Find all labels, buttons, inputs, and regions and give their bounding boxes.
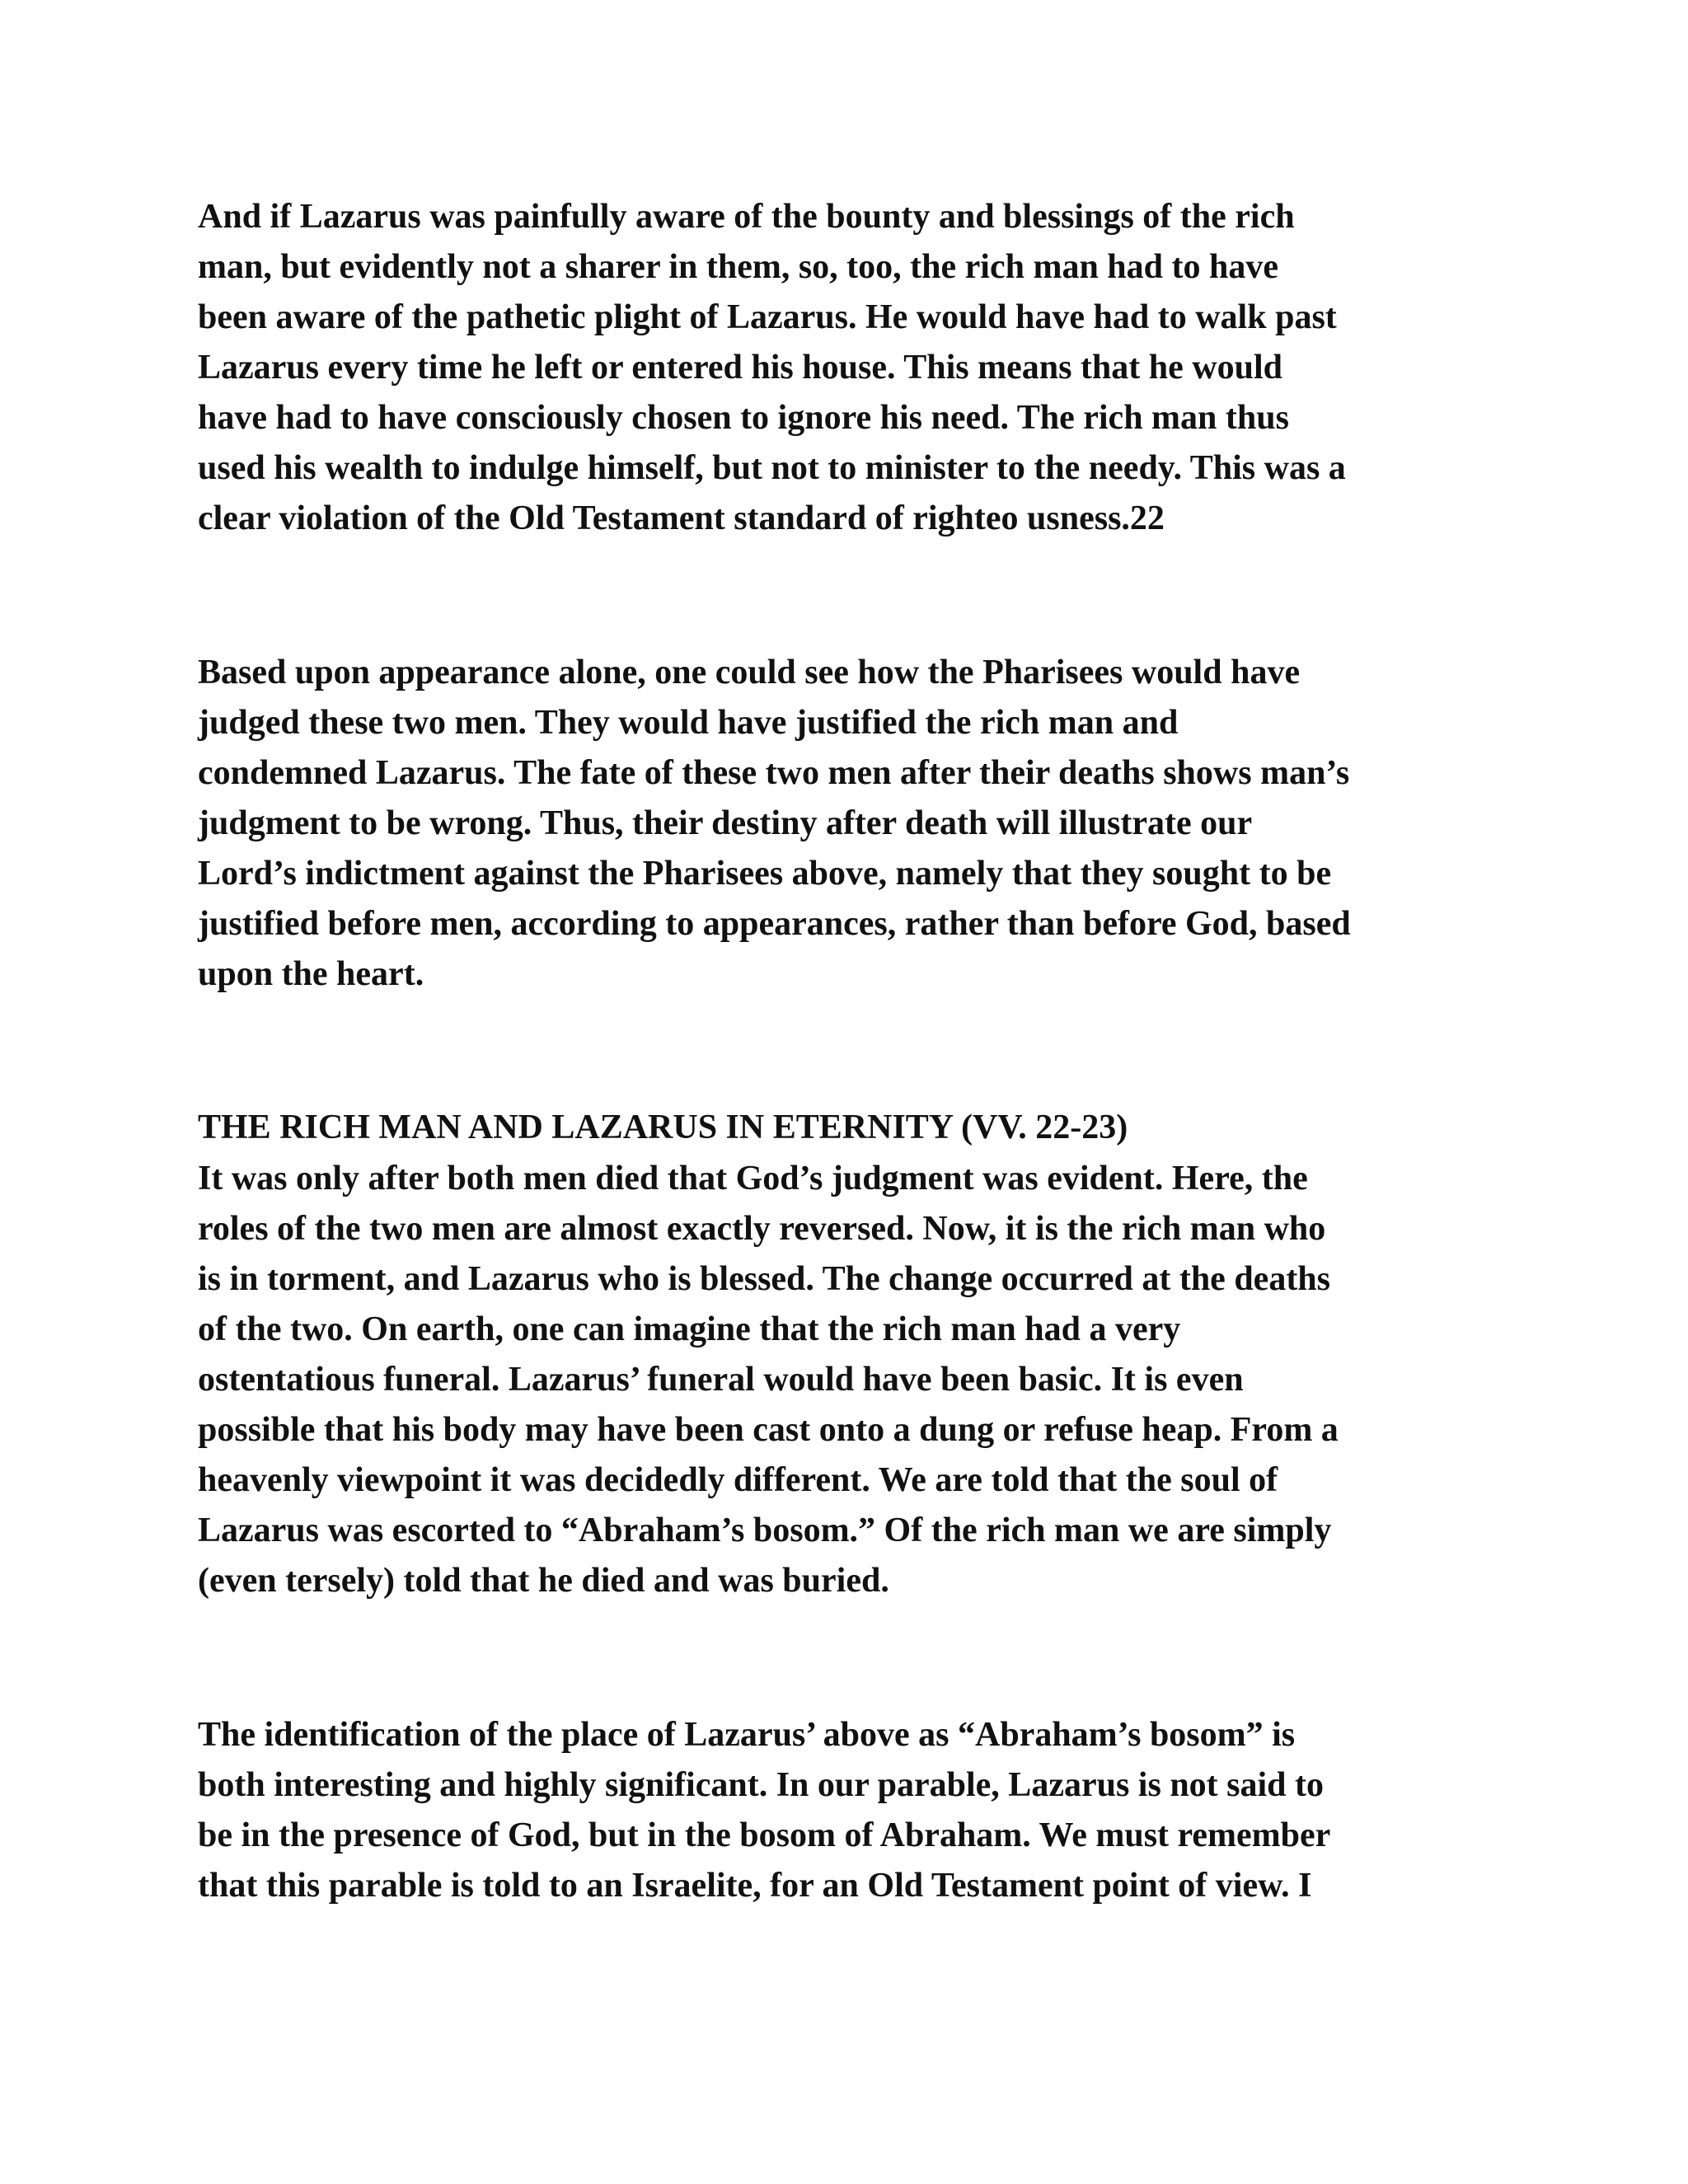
paragraph-line: It was only after both men died that God’s judgment was evident. Here, the bbox=[198, 1160, 1308, 1197]
paragraph-line: judgment to be wrong. Thus, their destiny after death will illustrate our bbox=[198, 804, 1253, 842]
paragraph-line: used his wealth to indulge himself, but not to minister to the needy. This was a bbox=[198, 449, 1346, 487]
paragraph-line: be in the presence of God, but in the bosom of Abraham. We must remember bbox=[198, 1816, 1331, 1854]
paragraph-line: The identification of the place of Lazarus’ above as “Abraham’s bosom” is bbox=[198, 1716, 1296, 1754]
paragraph-line: upon the heart. bbox=[198, 955, 424, 993]
paragraph-line: Lazarus every time he left or entered his house. This means that he would bbox=[198, 349, 1282, 387]
paragraph-line: (even tersely) told that he died and was buried. bbox=[198, 1562, 889, 1600]
paragraph-line: heavenly viewpoint it was decidedly different. We are told that the soul of bbox=[198, 1461, 1278, 1499]
paragraph-2 bbox=[198, 648, 1484, 1000]
paragraph-line: Lazarus was escorted to “Abraham’s bosom.” Of the rich man we are simply bbox=[198, 1511, 1332, 1549]
paragraph-line: condemned Lazarus. The fate of these two men after their deaths shows man’s bbox=[198, 754, 1350, 792]
section-heading bbox=[198, 1103, 1484, 1153]
paragraph-line: have had to have consciously chosen to ignore his need. The rich man thus bbox=[198, 399, 1289, 437]
paragraph-line: been aware of the pathetic plight of Lazarus. He would have had to walk past bbox=[198, 298, 1337, 336]
paragraph-line: possible that his body may have been cast onto a dung or refuse heap. From a bbox=[198, 1411, 1339, 1449]
paragraph-line: that this parable is told to an Israelite, for an Old Testament point of view. I bbox=[198, 1867, 1312, 1905]
paragraph-line: is in torment, and Lazarus who is blessed. The change occurred at the deaths bbox=[198, 1260, 1331, 1298]
section-heading-text: THE RICH MAN AND LAZARUS IN ETERNITY (VV. 22-23) bbox=[198, 1108, 1128, 1146]
paragraph-line: both interesting and highly significant. In our parable, Lazarus is not said to bbox=[198, 1766, 1325, 1804]
paragraph-line: of the two. On earth, one can imagine that the rich man had a very bbox=[198, 1310, 1181, 1348]
paragraph-line: ostentatious funeral. Lazarus’ funeral would have been basic. It is even bbox=[198, 1361, 1244, 1399]
paragraph-line: Based upon appearance alone, one could see how the Pharisees would have bbox=[198, 654, 1301, 691]
paragraph-line: man, but evidently not a sharer in them, so, too, the rich man had to have bbox=[198, 248, 1279, 286]
paragraph-1 bbox=[198, 192, 1484, 544]
paragraph-4 bbox=[198, 1710, 1484, 1911]
paragraph-line: And if Lazarus was painfully aware of the bounty and blessings of the rich bbox=[198, 198, 1295, 236]
paragraph-line: Lord’s indictment against the Pharisees above, namely that they sought to be bbox=[198, 855, 1332, 893]
paragraph-line: roles of the two men are almost exactly reversed. Now, it is the rich man who bbox=[198, 1210, 1326, 1248]
paragraph-line: clear violation of the Old Testament standard of righteo usness.22 bbox=[198, 499, 1165, 537]
paragraph-3 bbox=[198, 1154, 1484, 1606]
paragraph-line: judged these two men. They would have justified the rich man and bbox=[198, 704, 1179, 742]
paragraph-line: justified before men, according to appearances, rather than before God, based bbox=[198, 905, 1351, 943]
